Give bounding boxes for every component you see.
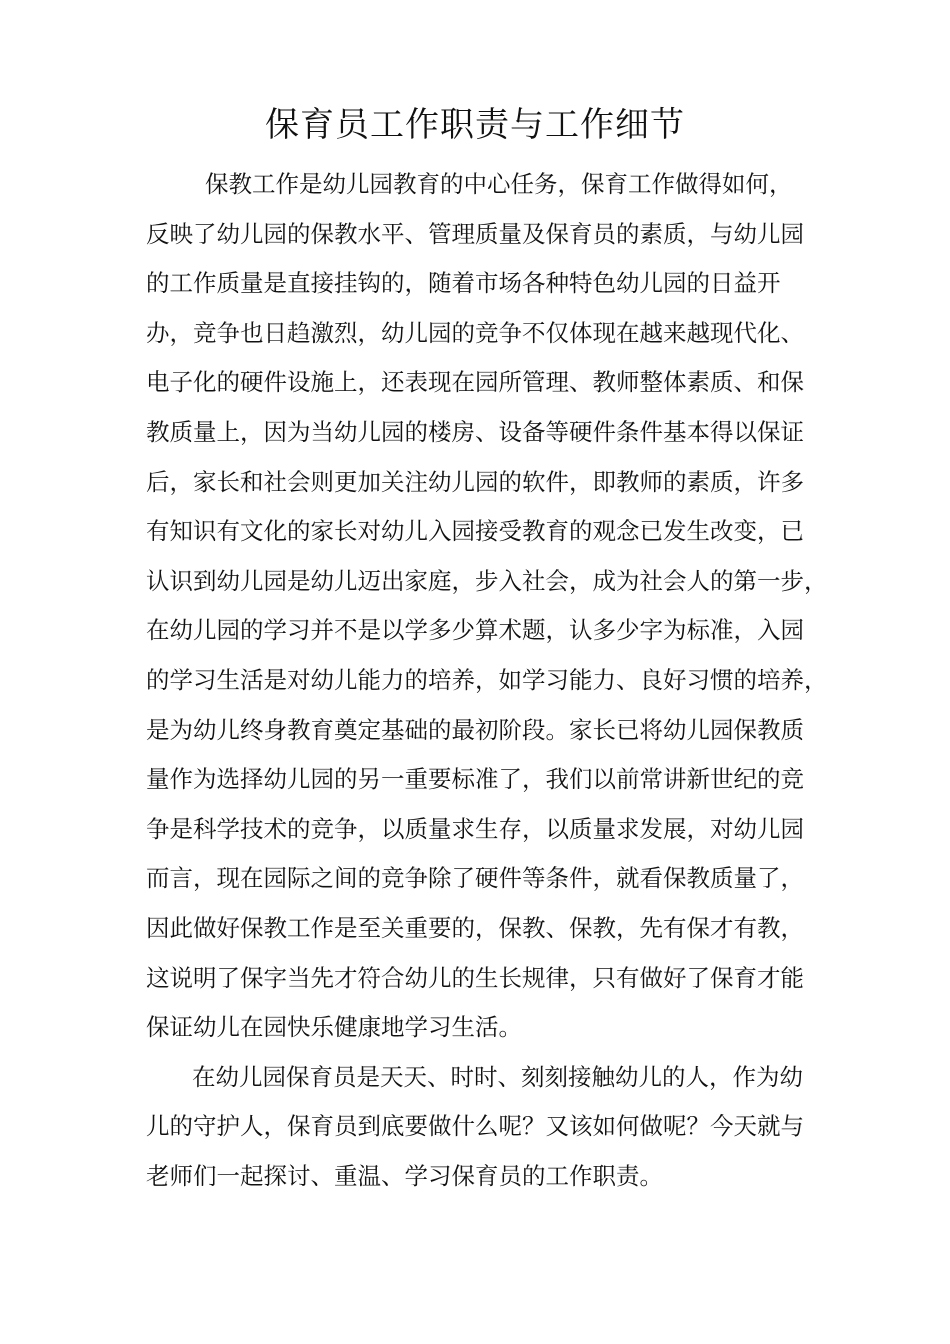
paragraph-line: 这说明了保字当先才符合幼儿的生长规律，只有做好了保育才能 [146, 963, 804, 992]
paragraph-line: 后，家长和社会则更加关注幼儿园的软件，即教师的素质，许多 [146, 467, 804, 496]
paragraph-line: 在幼儿园的学习并不是以学多少算术题，认多少字为标准，入园 [146, 616, 804, 645]
paragraph-line: 的学习生活是对幼儿能力的培养，如学习能力、良好习惯的培养， [146, 665, 828, 694]
paragraph-line: 教质量上，因为当幼儿园的楼房、设备等硬件条件基本得以保证 [146, 417, 804, 446]
document-body [146, 160, 828, 1201]
paragraph-line: 因此做好保教工作是至关重要的，保教、保教，先有保才有教， [146, 913, 804, 942]
paragraph-line: 电子化的硬件设施上，还表现在园所管理、教师整体素质、和保 [146, 368, 804, 397]
document-title: 保育员工作职责与工作细节 [265, 105, 685, 145]
paragraph-line: 老师们一起探讨、重温、学习保育员的工作职责。 [146, 1161, 663, 1190]
paragraph-line: 争是科学技术的竞争，以质量求生存，以质量求发展，对幼儿园 [146, 814, 804, 843]
paragraph-line: 而言，现在园际之间的竞争除了硬件等条件，就看保教质量了， [146, 864, 804, 893]
paragraph-line: 认识到幼儿园是幼儿迈出家庭，步入社会，成为社会人的第一步， [146, 566, 828, 595]
paragraph-line: 的工作质量是直接挂钩的，随着市场各种特色幼儿园的日益开 [146, 269, 781, 298]
paragraph-line: 量作为选择幼儿园的另一重要标准了，我们以前常讲新世纪的竞 [146, 765, 804, 794]
paragraph-line: 办，竞争也日趋激烈，幼儿园的竞争不仅体现在越来越现代化、 [146, 318, 804, 347]
paragraph [146, 1053, 816, 1202]
paragraph-line: 有知识有文化的家长对幼儿入园接受教育的观念已发生改变，已 [146, 517, 804, 546]
paragraph-line: 儿的守护人，保育员到底要做什么呢？又该如何做呢？今天就与 [146, 1112, 804, 1141]
paragraph-first-line: 在幼儿园保育员是天天、时时、刻刻接触幼儿的人，作为幼 [192, 1062, 803, 1091]
paragraph-line: 反映了幼儿园的保教水平、管理质量及保育员的素质，与幼儿园 [146, 219, 804, 248]
paragraph-line: 是为幼儿终身教育奠定基础的最初阶段。家长已将幼儿园保教质 [146, 715, 804, 744]
paragraph [146, 160, 828, 1053]
paragraph-line: 保证幼儿在园快乐健康地学习生活。 [146, 1013, 522, 1042]
paragraph-first-line: 保教工作是幼儿园教育的中心任务，保育工作做得如何， [205, 170, 793, 198]
